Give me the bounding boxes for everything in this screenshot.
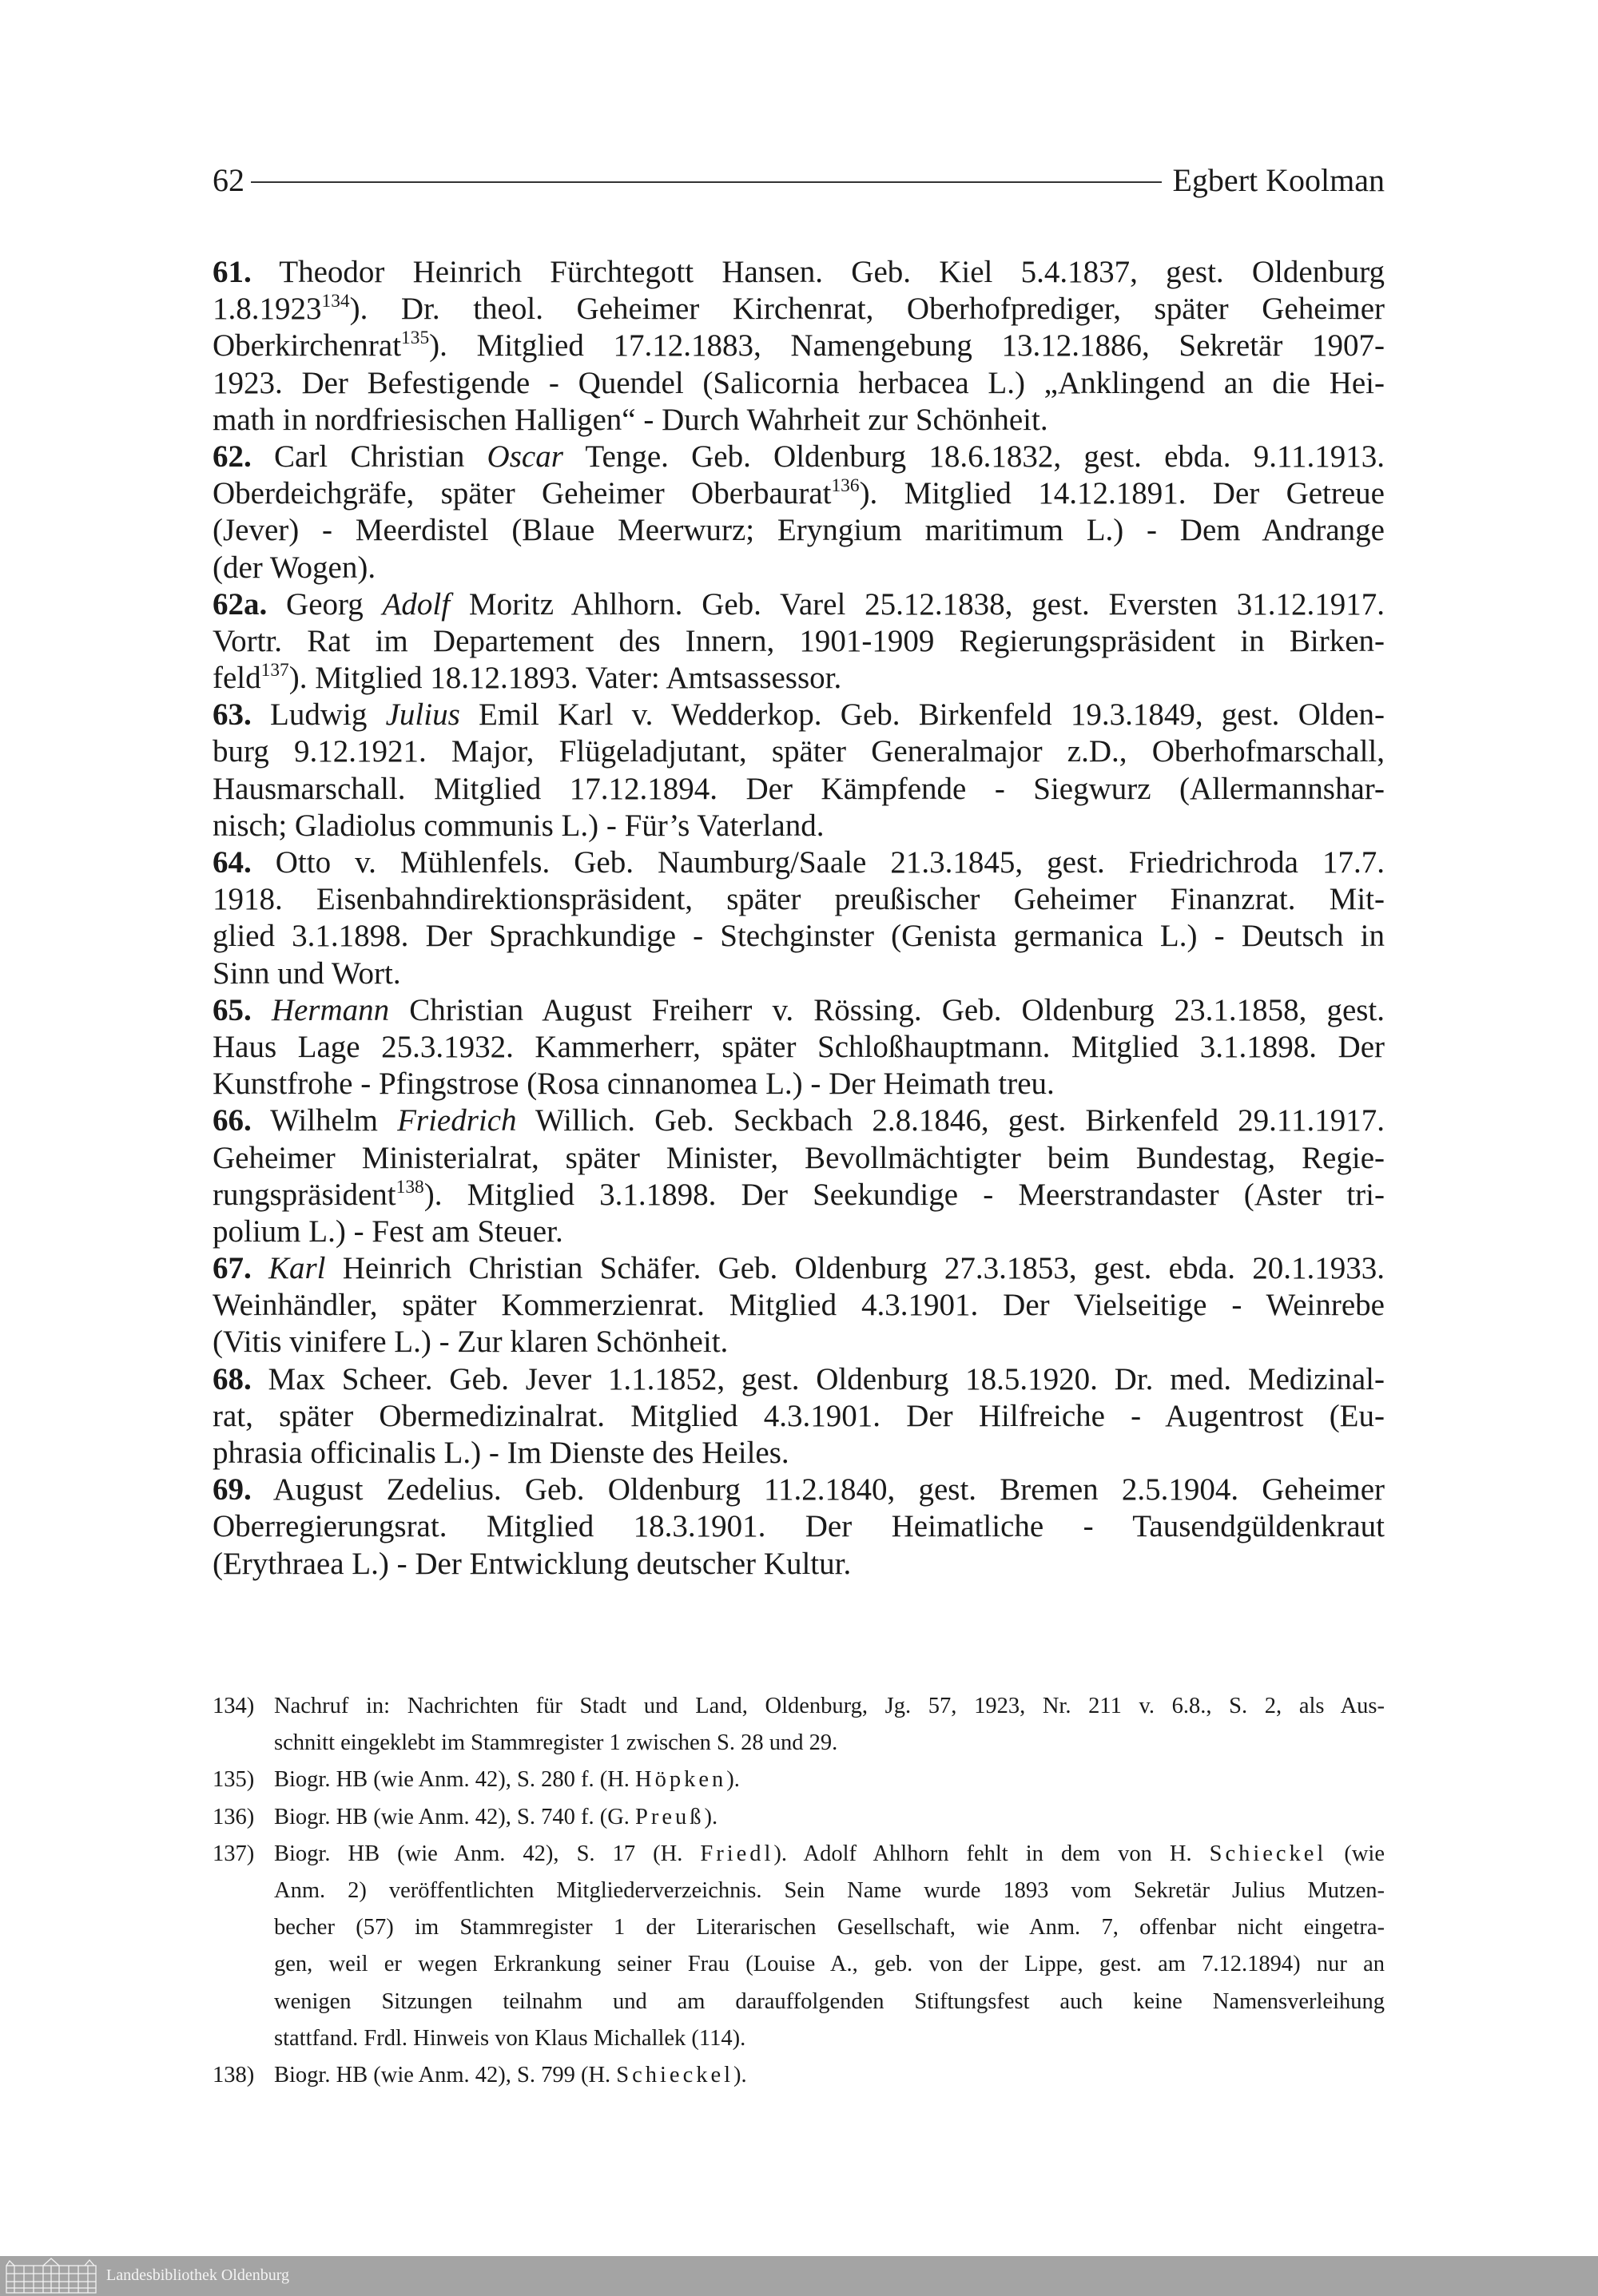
footnotes bbox=[213, 1692, 1385, 2098]
text-line: 62a. Georg Adolf Moritz Ahlhorn. Geb. Varel 25.12.1838, gest. Eversten 31.12.1917. bbox=[213, 586, 1385, 622]
text-line: 65. Hermann Christian August Freiherr v. Rössing. Geb. Oldenburg 23.1.1858, gest. bbox=[213, 992, 1385, 1027]
entry-number: 63. bbox=[213, 697, 252, 733]
footnote-number: 135) bbox=[213, 1767, 255, 1793]
footnote-ref[interactable]: 137 bbox=[260, 659, 289, 681]
text-line: (der Wogen). bbox=[213, 550, 376, 585]
author-name: Schieckel bbox=[1209, 1841, 1327, 1866]
text-line: rungspräsident$^{138}$). Mitglied 3.1.1898. Der Seekundige - Meerstrandaster (Aster tri- bbox=[213, 1176, 1385, 1212]
text-line: 1923. Der Befestigende - Quendel (Salicornia herbacea L.) „Anklingend an die Hei- bbox=[213, 365, 1385, 400]
text-line: Biogr. HB (wie Anm. 42), S. 280 f. (H. Höpken). bbox=[274, 1767, 740, 1793]
footnote-number: 138) bbox=[213, 2062, 255, 2087]
running-header bbox=[213, 160, 1385, 200]
footnote-ref[interactable]: 134 bbox=[321, 290, 350, 312]
text-line: gen, weil er wegen Erkrankung seiner Frau (Louise A., geb. von der Lippe, gest. am 7.12.1894) nur an bbox=[274, 1952, 1385, 1977]
call-name: Adolf bbox=[382, 586, 451, 622]
entry-number: 62. bbox=[213, 439, 252, 474]
author-name: Schieckel bbox=[616, 2062, 733, 2087]
text-line: Haus Lage 25.3.1932. Kammerherr, später Schloßhauptmann. Mitglied 3.1.1898. Der bbox=[213, 1029, 1385, 1064]
call-name: Oscar bbox=[487, 439, 563, 474]
library-footer-bar bbox=[0, 2256, 1598, 2296]
page-number: 62 bbox=[213, 161, 244, 198]
footnote-number: 137) bbox=[213, 1841, 255, 1866]
header-rule bbox=[251, 181, 1162, 183]
author-name: Preuß bbox=[635, 1804, 705, 1829]
member-entry bbox=[213, 254, 1385, 439]
text-line: becher (57) im Stammregister 1 der Literarischen Gesellschaft, wie Anm. 7, offenbar nicht eingetra- bbox=[274, 1915, 1385, 1940]
text-line: nisch; Gladiolus communis L.) - Für’s Vaterland. bbox=[213, 808, 825, 843]
footnote-text bbox=[274, 1803, 1385, 1840]
text-line: Geheimer Ministerialrat, später Minister, Bevollmächtigter beim Bundestag, Regie- bbox=[213, 1140, 1385, 1175]
text-line: 69. August Zedelius. Geb. Oldenburg 11.2.1840, gest. Bremen 2.5.1904. Geheimer bbox=[213, 1472, 1385, 1507]
text-line: (Erythraea L.) - Der Entwicklung deutscher Kultur. bbox=[213, 1546, 852, 1581]
text-line: 64. Otto v. Mühlenfels. Geb. Naumburg/Saale 21.3.1845, gest. Friedrichroda 17.7. bbox=[213, 845, 1385, 880]
footnote bbox=[213, 1803, 1385, 1840]
member-entry bbox=[213, 586, 1385, 697]
text-line: Biogr. HB (wie Anm. 42), S. 740 f. (G. Preuß). bbox=[274, 1804, 718, 1829]
footnote-text bbox=[274, 2061, 1385, 2098]
text-line: schnitt eingeklebt im Stammregister 1 zwischen S. 28 und 29. bbox=[274, 1730, 838, 1756]
member-entry bbox=[213, 844, 1385, 992]
entry-number: 66. bbox=[213, 1103, 252, 1138]
text-line: Vortr. Rat im Departement des Innern, 1901-1909 Regierungspräsident in Birken- bbox=[213, 623, 1385, 658]
text-line: wenigen Sitzungen teilnahm und am darauffolgenden Stiftungsfest auch keine Namensverleihung bbox=[274, 1988, 1385, 2014]
call-name: Friedrich bbox=[397, 1103, 517, 1138]
text-line: Anm. 2) veröffentlichten Mitgliederverzeichnis. Sein Name wurde 1893 vom Sekretär Julius Mutzen- bbox=[274, 1877, 1385, 1903]
text-line: 61. Theodor Heinrich Fürchtegott Hansen. Geb. Kiel 5.4.1837, gest. Oldenburg bbox=[213, 255, 1385, 289]
text-line: 1.8.1923$^{134}$). Dr. theol. Geheimer Kirchenrat, Oberhofprediger, später Geheimer bbox=[213, 290, 1385, 327]
text-line: rat, später Obermedizinalrat. Mitglied 4.3.1901. Der Hilfreiche - Augentrost (Eu- bbox=[213, 1398, 1385, 1433]
text-line: 67. Karl Heinrich Christian Schäfer. Geb. Oldenburg 27.3.1853, gest. ebda. 20.1.1933. bbox=[213, 1251, 1385, 1286]
library-name: Landesbibliothek Oldenburg bbox=[106, 2266, 290, 2284]
text-line: (Jever) - Meerdistel (Blaue Meerwurz; Eryngium maritimum L.) - Dem Andrange bbox=[213, 513, 1385, 548]
text-line: phrasia officinalis L.) - Im Dienste des Heiles. bbox=[213, 1436, 789, 1470]
footnote-number: 134) bbox=[213, 1694, 255, 1718]
footnote-text bbox=[274, 1692, 1385, 1766]
text-line: feld$^{137}$). Mitglied 18.12.1893. Vater: Amtsassessor. bbox=[213, 659, 842, 696]
footnote-ref[interactable]: 135 bbox=[401, 328, 430, 349]
entry-number: 67. bbox=[213, 1251, 252, 1286]
text-line: Oberkirchenrat$^{135}$). Mitglied 17.12.1883, Namengebung 13.12.1886, Sekretär 1907- bbox=[213, 328, 1385, 363]
footnote-ref[interactable]: 138 bbox=[396, 1176, 424, 1198]
library-building-logo-icon bbox=[5, 2258, 99, 2294]
footnote-text bbox=[274, 1840, 1385, 2061]
author-name: Friedl bbox=[700, 1841, 774, 1866]
text-line: Oberdeichgräfe, später Geheimer Oberbaurat$^{136}$). Mitglied 14.12.1891. Der Getreue bbox=[213, 475, 1385, 511]
footnote-ref[interactable]: 136 bbox=[831, 475, 860, 496]
footnote bbox=[213, 1766, 1385, 1802]
member-entry bbox=[213, 1361, 1385, 1472]
running-head-author: Egbert Koolman bbox=[1172, 161, 1385, 198]
entry-number: 64. bbox=[213, 845, 252, 880]
text-line: Oberregierungsrat. Mitglied 18.3.1901. Der Heimatliche - Tausendgüldenkraut bbox=[213, 1509, 1385, 1544]
text-line: polium L.) - Fest am Steuer. bbox=[213, 1214, 563, 1249]
text-line: math in nordfriesischen Halligen“ - Durch Wahrheit zur Schönheit. bbox=[213, 402, 1048, 437]
entry-number: 61. bbox=[213, 255, 252, 289]
author-name: Höpken bbox=[635, 1767, 727, 1793]
text-line: glied 3.1.1898. Der Sprachkundige - Stechginster (Genista germanica L.) - Deutsch in bbox=[213, 919, 1385, 954]
text-line: stattfand. Frdl. Hinweis von Klaus Michallek (114). bbox=[274, 2025, 746, 2051]
text-line: Biogr. HB (wie Anm. 42), S. 17 (H. Friedl). Adolf Ahlhorn fehlt in dem von H. Schieckel (wie bbox=[274, 1841, 1385, 1866]
text-line: Nachruf in: Nachrichten für Stadt und Land, Oldenburg, Jg. 57, 1923, Nr. 211 v. 6.8., S. 2, als Aus- bbox=[274, 1694, 1385, 1718]
member-entry bbox=[213, 697, 1385, 844]
entry-number: 65. bbox=[213, 992, 252, 1027]
call-name: Hermann bbox=[271, 992, 390, 1027]
member-entry bbox=[213, 1102, 1385, 1250]
footnote bbox=[213, 1840, 1385, 2061]
text-line: Sinn und Wort. bbox=[213, 955, 401, 991]
text-line: Weinhändler, später Kommerzienrat. Mitglied 4.3.1901. Der Vielseitige - Weinrebe bbox=[213, 1288, 1385, 1323]
member-entry bbox=[213, 439, 1385, 586]
footnote bbox=[213, 1692, 1385, 1766]
call-name: Julius bbox=[385, 697, 460, 733]
text-line: 66. Wilhelm Friedrich Willich. Geb. Seckbach 2.8.1846, gest. Birkenfeld 29.11.1917. bbox=[213, 1103, 1385, 1138]
member-list bbox=[213, 254, 1385, 1583]
member-entry bbox=[213, 1250, 1385, 1361]
text-line: burg 9.12.1921. Major, Flügeladjutant, später Generalmajor z.D., Oberhofmarschall, bbox=[213, 734, 1385, 769]
text-line: 1918. Eisenbahndirektionspräsident, später preußischer Geheimer Finanzrat. Mit- bbox=[213, 882, 1385, 917]
text-line: (Vitis vinifere L.) - Zur klaren Schönheit. bbox=[213, 1325, 729, 1360]
entry-number: 68. bbox=[213, 1361, 252, 1396]
entry-number: 62a. bbox=[213, 586, 268, 622]
entry-number: 69. bbox=[213, 1472, 252, 1507]
member-entry bbox=[213, 992, 1385, 1103]
footnote-number: 136) bbox=[213, 1804, 255, 1829]
footnote bbox=[213, 2061, 1385, 2098]
text-line: Kunstfrohe - Pfingstrose (Rosa cinnanomea L.) - Der Heimath treu. bbox=[213, 1067, 1055, 1102]
footnote-text bbox=[274, 1766, 1385, 1802]
member-entry bbox=[213, 1472, 1385, 1583]
text-line: Hausmarschall. Mitglied 17.12.1894. Der Kämpfende - Siegwurz (Allermannshar- bbox=[213, 771, 1385, 806]
text-line: Biogr. HB (wie Anm. 42), S. 799 (H. Schieckel). bbox=[274, 2062, 747, 2087]
text-line: 63. Ludwig Julius Emil Karl v. Wedderkop. Geb. Birkenfeld 19.3.1849, gest. Olden- bbox=[213, 697, 1385, 733]
call-name: Karl bbox=[268, 1251, 326, 1286]
text-line: 62. Carl Christian Oscar Tenge. Geb. Oldenburg 18.6.1832, gest. ebda. 9.11.1913. bbox=[213, 439, 1385, 474]
text-line: 68. Max Scheer. Geb. Jever 1.1.1852, gest. Oldenburg 18.5.1920. Dr. med. Medizinal- bbox=[213, 1361, 1385, 1396]
